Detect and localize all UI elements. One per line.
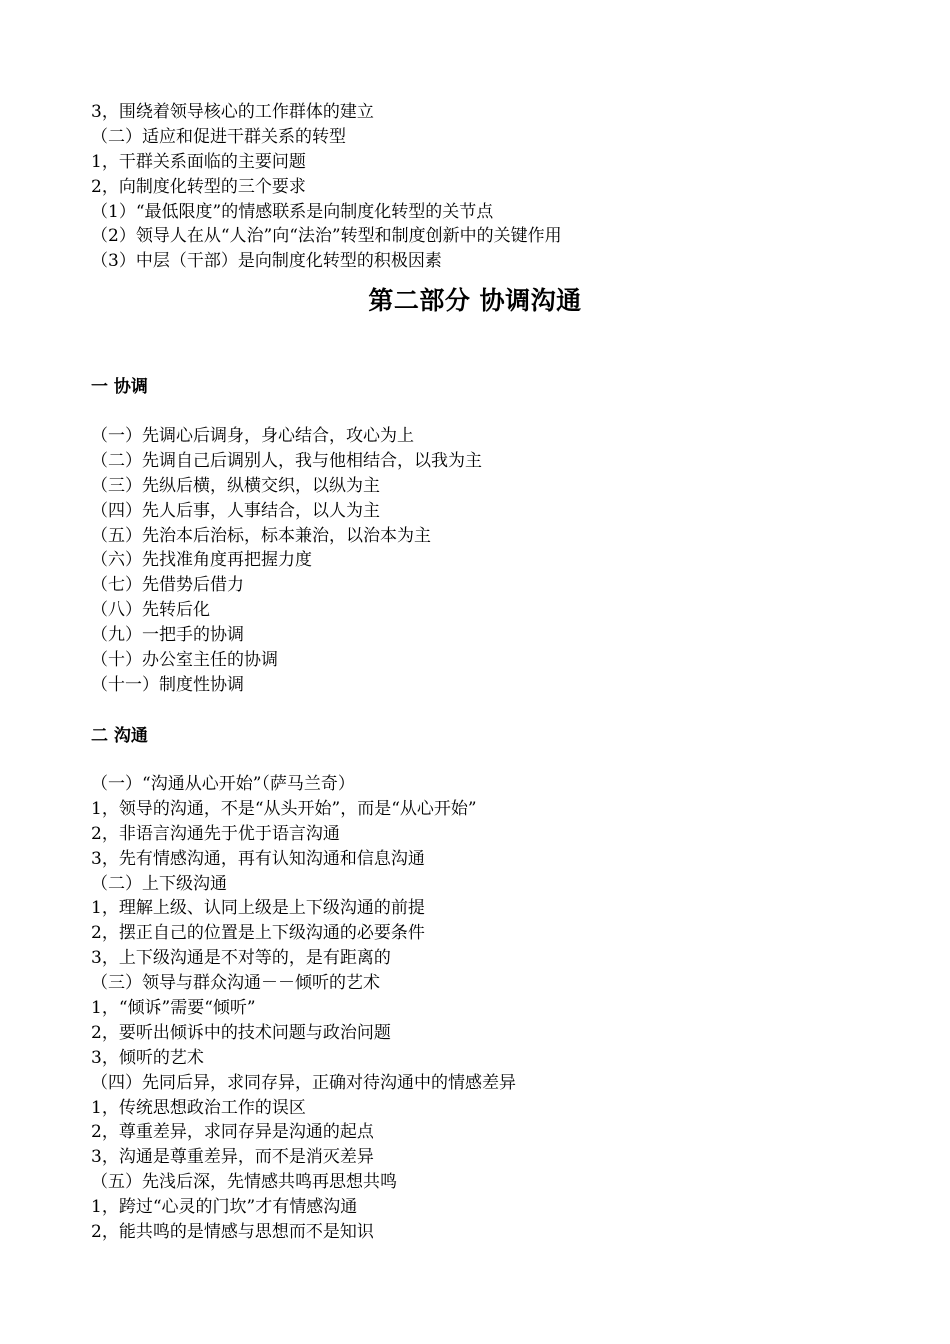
intro-line: 2，向制度化转型的三个要求 xyxy=(91,176,306,197)
list-item: 3，沟通是尊重差异，而不是消灭差异 xyxy=(91,1147,374,1168)
list-item: （三）领导与群众沟通－－倾听的艺术 xyxy=(91,973,380,994)
list-item: 3，先有情感沟通，再有认知沟通和信息沟通 xyxy=(91,848,425,869)
communication-list xyxy=(91,772,871,1245)
intro-line: 1，干群关系面临的主要问题 xyxy=(91,151,306,172)
intro-line: 3，围绕着领导核心的工作群体的建立 xyxy=(91,102,374,122)
list-item: （一）先调心后调身，身心结合，攻心为上 xyxy=(91,426,414,446)
list-item: 1，理解上级、认同上级是上下级沟通的前提 xyxy=(91,898,425,919)
section-heading-communication: 二 沟通 xyxy=(91,726,148,746)
intro-line: （3）中层（干部）是向制度化转型的积极因素 xyxy=(91,251,442,272)
list-item: 1，跨过“心灵的门坎”才有情感沟通 xyxy=(91,1197,358,1218)
list-item: （二）上下级沟通 xyxy=(91,873,227,894)
part-title: 第二部分 协调沟通 xyxy=(368,286,582,315)
list-item: （五）先浅后深，先情感共鸣再思想共鸣 xyxy=(91,1172,397,1193)
list-item: （四）先同后异，求同存异，正确对待沟通中的情感差异 xyxy=(91,1072,516,1093)
list-item: 2，尊重差异，求同存异是沟通的起点 xyxy=(91,1122,374,1143)
list-item: （四）先人后事，人事结合，以人为主 xyxy=(91,500,380,521)
intro-line: （1）“最低限度”的情感联系是向制度化转型的关节点 xyxy=(91,201,494,222)
list-item: （二）先调自己后调别人，我与他相结合，以我为主 xyxy=(91,450,482,471)
list-item: 1，传统思想政治工作的误区 xyxy=(91,1097,306,1118)
list-item: 1，领导的沟通，不是“从头开始”，而是“从心开始” xyxy=(91,798,477,819)
list-item: （一）“沟通从心开始”（萨马兰奇） xyxy=(91,774,355,794)
intro-line: （二）适应和促进干群关系的转型 xyxy=(91,126,346,147)
list-item: 2，能共鸣的是情感与思想而不是知识 xyxy=(91,1222,374,1243)
list-item: （八）先转后化 xyxy=(91,600,210,621)
list-item: （三）先纵后横，纵横交织，以纵为主 xyxy=(91,475,380,496)
list-item: （九）一把手的协调 xyxy=(91,625,244,646)
intro-list xyxy=(91,100,871,274)
list-item: 3，上下级沟通是不对等的，是有距离的 xyxy=(91,948,391,969)
list-item: （五）先治本后治标，标本兼治，以治本为主 xyxy=(91,525,431,546)
list-item: 2，摆正自己的位置是上下级沟通的必要条件 xyxy=(91,923,425,944)
list-item: （七）先借势后借力 xyxy=(91,575,244,596)
list-item: 1，“倾诉”需要“倾听” xyxy=(91,998,256,1019)
section-heading-coordination: 一 协调 xyxy=(91,377,148,397)
list-item: （六）先找准角度再把握力度 xyxy=(91,550,312,571)
intro-line: （2）领导人在从“人治”向“法治”转型和制度创新中的关键作用 xyxy=(91,226,562,247)
list-item: 2，要听出倾诉中的技术问题与政治问题 xyxy=(91,1022,391,1043)
coordination-list xyxy=(91,424,871,698)
list-item: （十）办公室主任的协调 xyxy=(91,650,278,671)
list-item: （十一）制度性协调 xyxy=(91,674,244,695)
list-item: 3，倾听的艺术 xyxy=(91,1047,204,1068)
list-item: 2，非语言沟通先于优于语言沟通 xyxy=(91,823,340,844)
